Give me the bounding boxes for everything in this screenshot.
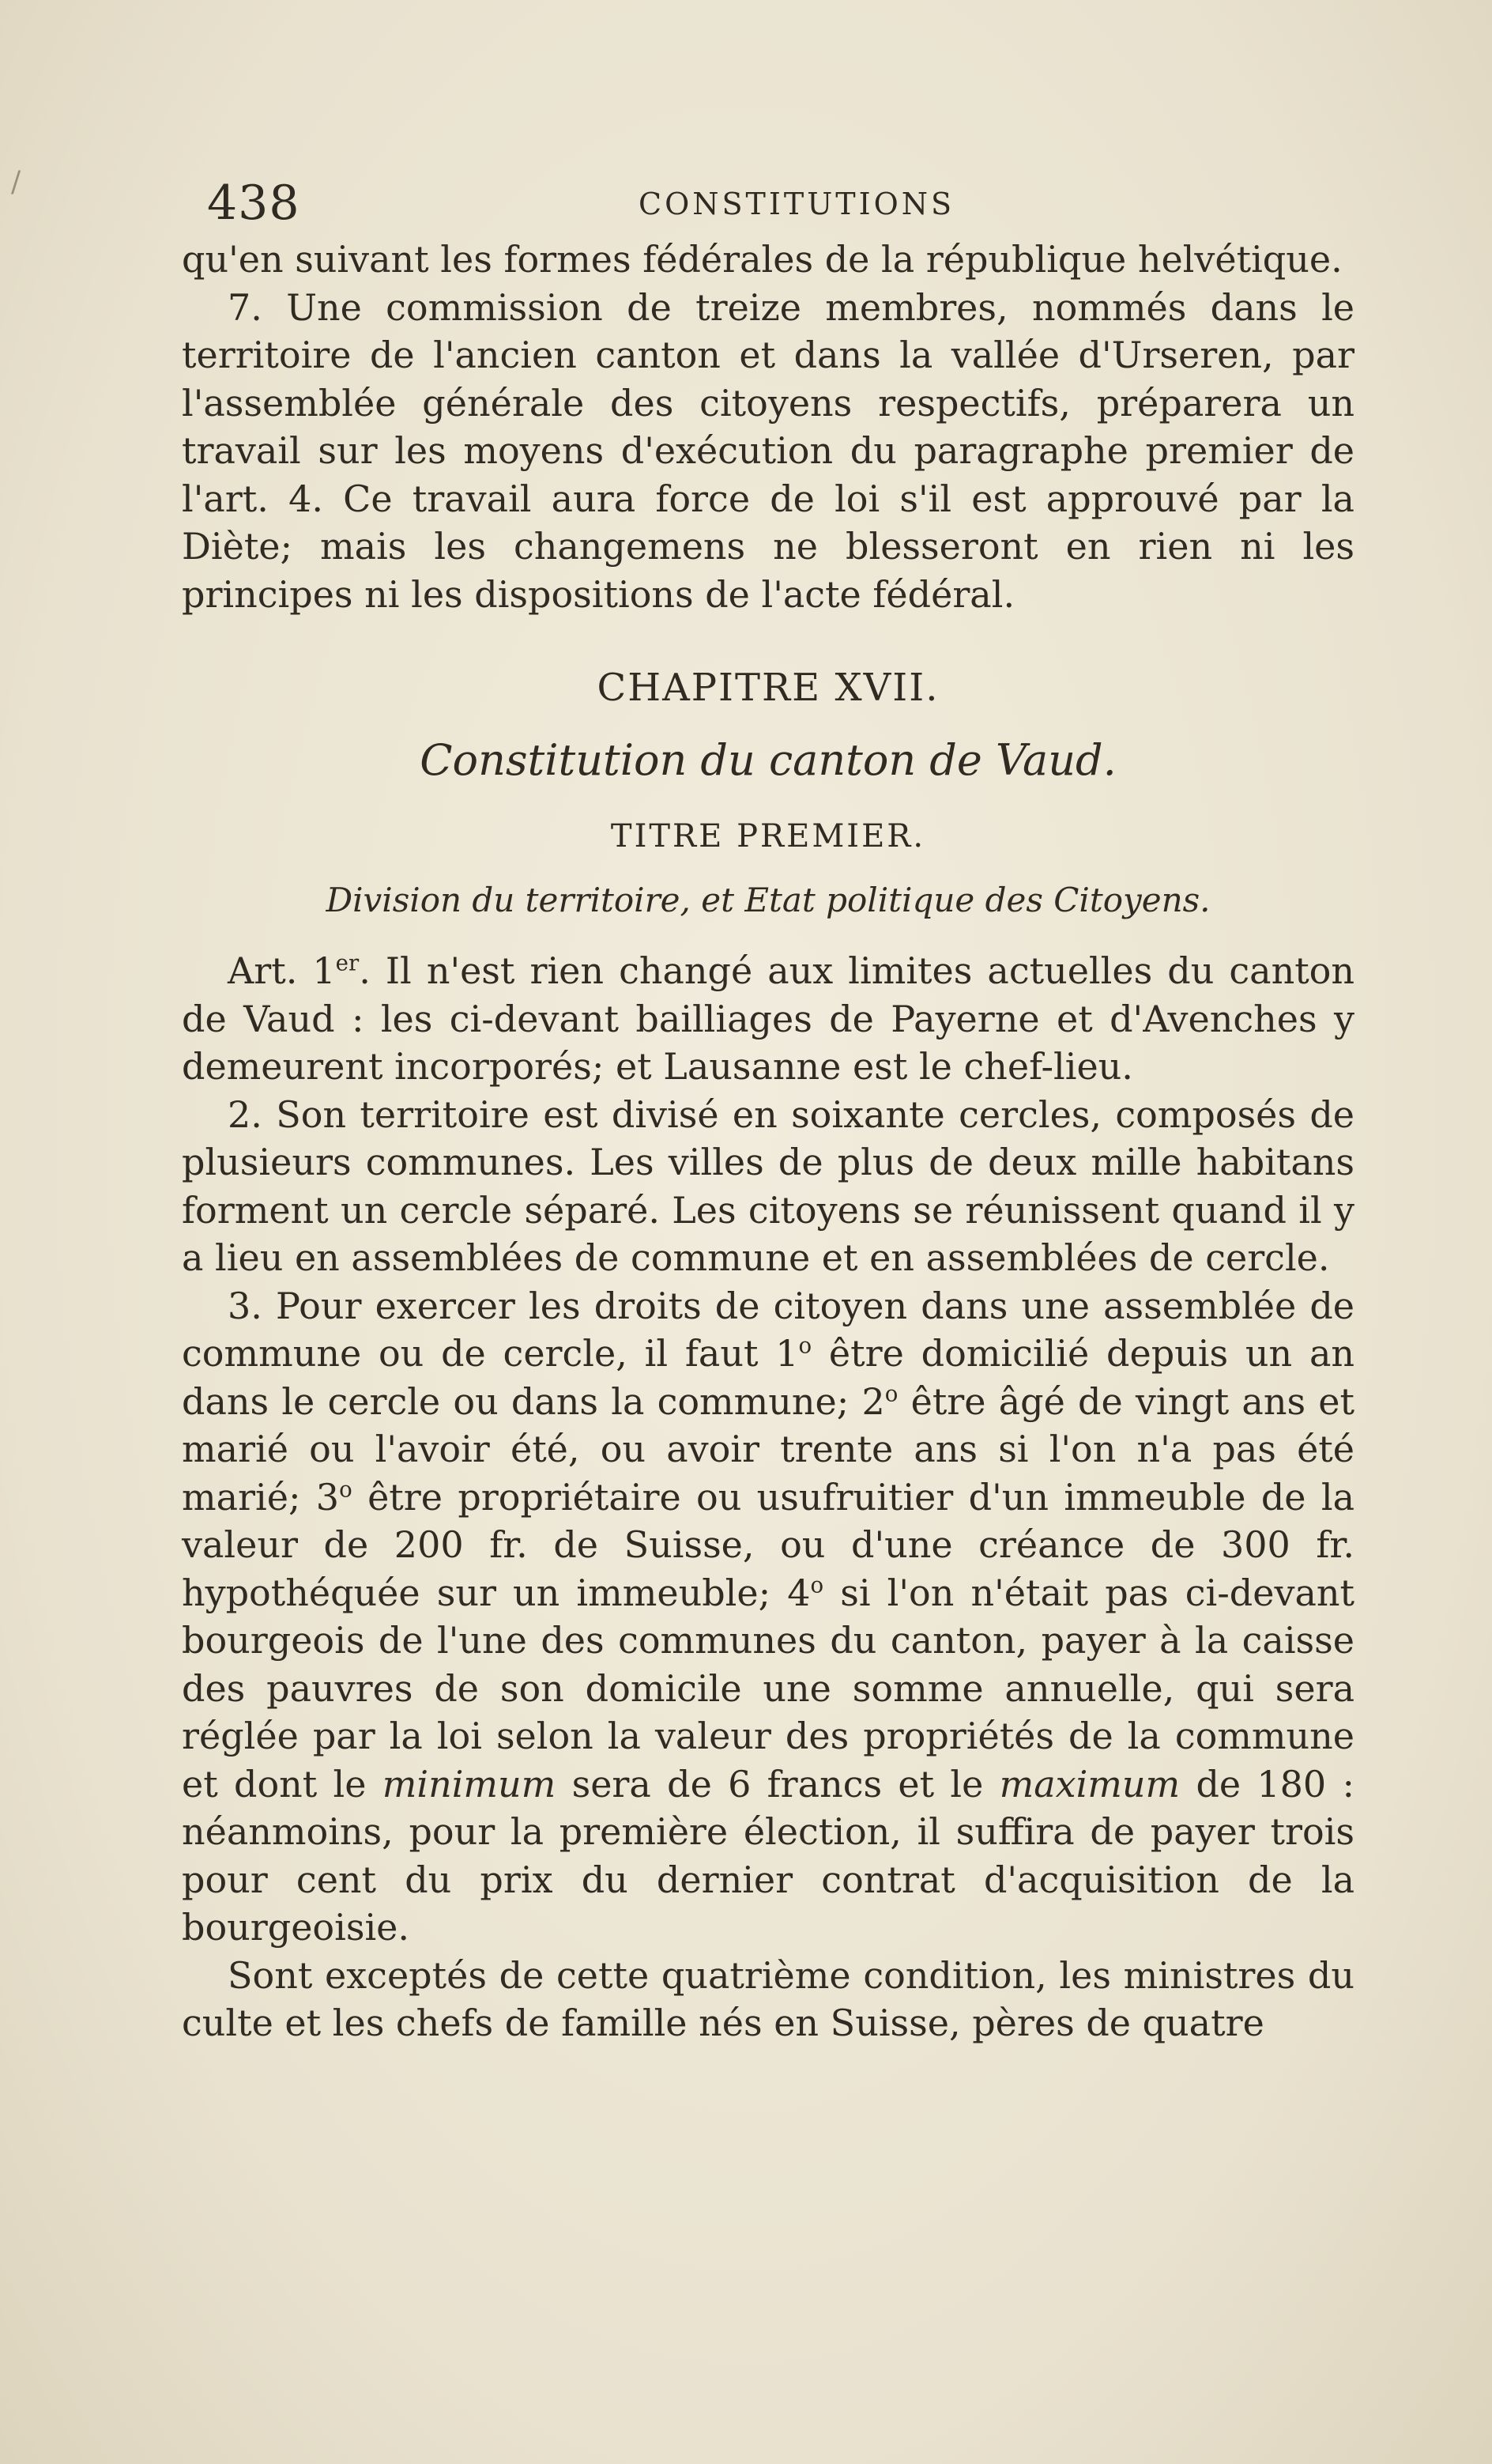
article-1-label-prefix: Art. 1 (228, 949, 336, 992)
article-3-text-3: être âgé de vingt ans et marié ou l'avoir été, ou avoir trente ans si l'on n'a pas été marié; 3 (182, 1379, 1354, 1519)
article-2-number: 2. (228, 1092, 262, 1136)
article-3-text-2: être domicilié depuis un an dans le cercle ou dans la commune; 2 (182, 1332, 1354, 1423)
chapter-title: CHAPITRE XVII. (597, 666, 940, 710)
chapter-subtitle: Constitution du canton de Vaud. (420, 735, 1117, 785)
article-7-text: Une commission de treize membres, nommés dans le territoire de l'ancien canton et dans la vallée d'Urseren, par l'assemblée générale des citoyens respectifs, préparera un travail sur les moyens d'exécution du paragraphe premier de l'art. 4. Ce travail aura force de loi s'il est approuvé par la Diète; mais les changemens ne blesseront en rien ni les principes ni les dispositions de l'acte fédéral. (182, 285, 1355, 616)
article-3-text-4: être propriétaire ou usufruitier d'un immeuble de la valeur de 200 fr. de Suisse, ou d'une créance de 300 fr. hypothéquée sur un immeuble; 4 (182, 1475, 1355, 1614)
article-1-label-suffix: . (359, 949, 371, 992)
article-2-text: Son territoire est divisé en soixante cercles, composés de plusieurs communes. Les villes de plus de deux mille habitans forment un cercle séparé. Les citoyens se réunissent quand il y a lieu en assemblées de commune et en assemblées de cercle. (182, 1092, 1354, 1279)
page-number: 438 (207, 175, 300, 231)
article-1-label (228, 949, 371, 992)
exceptions-paragraph (182, 1952, 1354, 2047)
article-3-text-6: sera de 6 francs et le (556, 1762, 1000, 1806)
margin-mark: / (11, 166, 21, 198)
running-head: CONSTITUTIONS (639, 187, 955, 221)
article-1-label-sup: er (335, 949, 360, 976)
article-1-text: Il n'est rien changé aux limites actuelles du canton de Vaud : les ci-devant bailliages de Payerne et d'Avenches y demeurent incorporés; et Lausanne est le chef-lieu. (182, 949, 1354, 1088)
ordinal-sup-2: o (884, 1380, 899, 1407)
maximum-term: maximum (999, 1762, 1181, 1806)
page-body (182, 236, 1354, 2047)
article-3-text-7: de 180 : néanmoins, pour la première élection, il suffira de payer trois pour cent du prix du dernier contrat d'acquisition de la bourgeoisie. (182, 1762, 1354, 1949)
article-1-paragraph (182, 947, 1354, 1091)
article-3-text-5: si l'on n'était pas ci-devant bourgeois de l'une des communes du canton, payer à la caisse des pauvres de son domicile une somme annuelle, qui sera réglée par la loi selon la valeur des propriétés de la commune et dont le (182, 1571, 1354, 1806)
ordinal-sup-4: o (810, 1572, 824, 1598)
titre-title: TITRE PREMIER. (610, 818, 926, 855)
titre-subtitle: Division du territoire, et Etat politique des Citoyens. (326, 881, 1211, 919)
article-7-paragraph (182, 284, 1354, 619)
continuation-paragraph (182, 236, 1354, 284)
minimum-term: minimum (382, 1762, 556, 1806)
ordinal-sup-1: o (798, 1332, 812, 1359)
article-2-paragraph (182, 1091, 1354, 1282)
exceptions-text: Sont exceptés de cette quatrième condition, les ministres du culte et les chefs de famille nés en Suisse, pères de quatre (182, 1953, 1354, 2044)
article-3-number: 3. (228, 1284, 262, 1327)
continuation-text: qu'en suivant les formes fédérales de la république helvétique. (182, 238, 1343, 281)
article-3-text-1: Pour exercer les droits de citoyen dans une assemblée de commune ou de cercle, il faut 1 (182, 1284, 1354, 1375)
article-7-number: 7. (228, 285, 262, 329)
article-3-paragraph (182, 1282, 1354, 1952)
page-header (207, 175, 1353, 231)
ordinal-sup-3: o (339, 1476, 352, 1503)
